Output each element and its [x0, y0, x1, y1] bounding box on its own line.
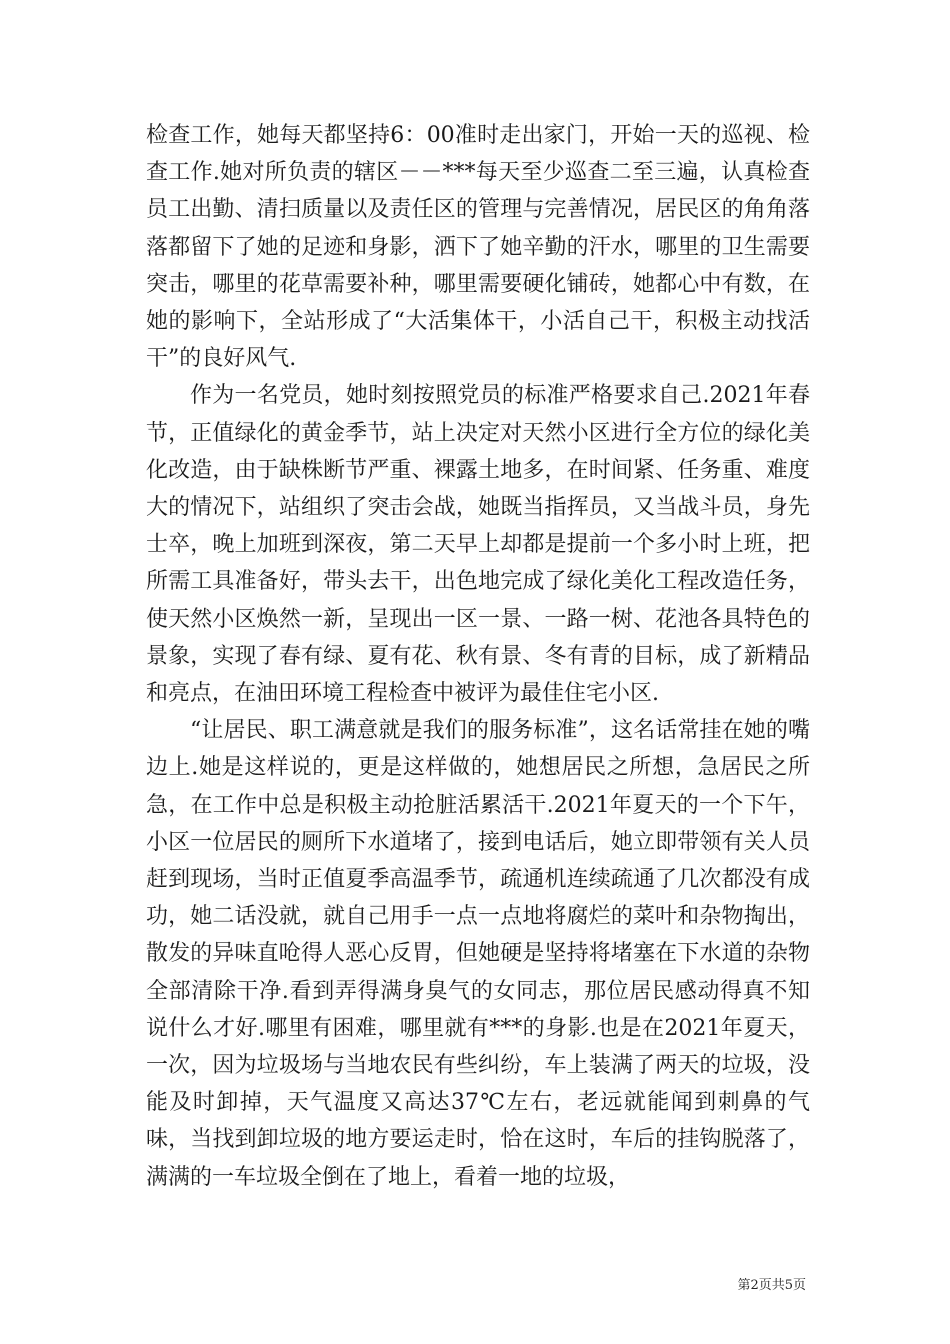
paragraph-continuation: 检查工作，她每天都坚持6：00准时走出家门，开始一天的巡视、检查工作.她对所负责的辖区－－***每天至少巡查二至三遍，认真检查员工出勤、清扫质量以及责任区的管理与完善情况，居民区的角角落落都留下了她的足迹和身影，洒下了她辛勤的汗水，哪里的卫生需要突击，哪里的花草需要补种，哪里需要硬化铺砖，她都心中有数，在她的影响下，全站形成了“大活集体干，小活自己干，积极主动找活干”的良好风气. — [146, 123, 810, 372]
page-number-footer: 第2页共5页 — [737, 1278, 806, 1293]
paragraph-party-member: 作为一名党员，她时刻按照党员的标准严格要求自己.2021年春节，正值绿化的黄金季节，站上决定对天然小区进行全方位的绿化美化改造，由于缺株断节严重、裸露土地多，在时间紧、任务重、难度大的情况下，站组织了突击会战，她既当指挥员，又当战斗员，身先士卒，晚上加班到深夜，第二天早上却都是提前一个多小时上班，把所需工具准备好，带头去干，出色地完成了绿化美化工程改造任务，使天然小区焕然一新，呈现出一区一景、一路一树、花池各具特色的景象，实现了春有绿、夏有花、秋有景、冬有青的目标，成了新精品和亮点，在油田环境工程检查中被评为最佳住宅小区. — [146, 383, 810, 707]
paragraph-service-standard: “让居民、职工满意就是我们的服务标准”，这名话常挂在她的嘴边上.她是这样说的，更是这样做的，她想居民之所想，急居民之所急，在工作中总是积极主动抢脏活累活干.2021年夏天的一个下午，小区一位居民的厕所下水道堵了，接到电话后，她立即带领有关人员赶到现场，当时正值夏季高温季节，疏通机连续疏通了几次都没有成功，她二话没就，就自己用手一点一点地将腐烂的菜叶和杂物掏出，散发的异味直呛得人恶心反胃，但她硬是坚持将堵塞在下水道的杂物全部清除干净.看到弄得满身臭气的女同志，那位居民感动得真不知说什么才好.哪里有困难，哪里就有***的身影.也是在2021年夏天，一次，因为垃圾场与当地农民有些纠纷，车上装满了两天的垃圾，没能及时卸掉，天气温度又高达37℃左右，老远就能闻到刺鼻的气味，当找到卸垃圾的地方要运走时，恰在这时，车后的挂钩脱落了，满满的一车垃圾全倒在了地上，看着一地的垃圾， — [146, 718, 810, 1190]
document-body — [146, 117, 810, 1196]
